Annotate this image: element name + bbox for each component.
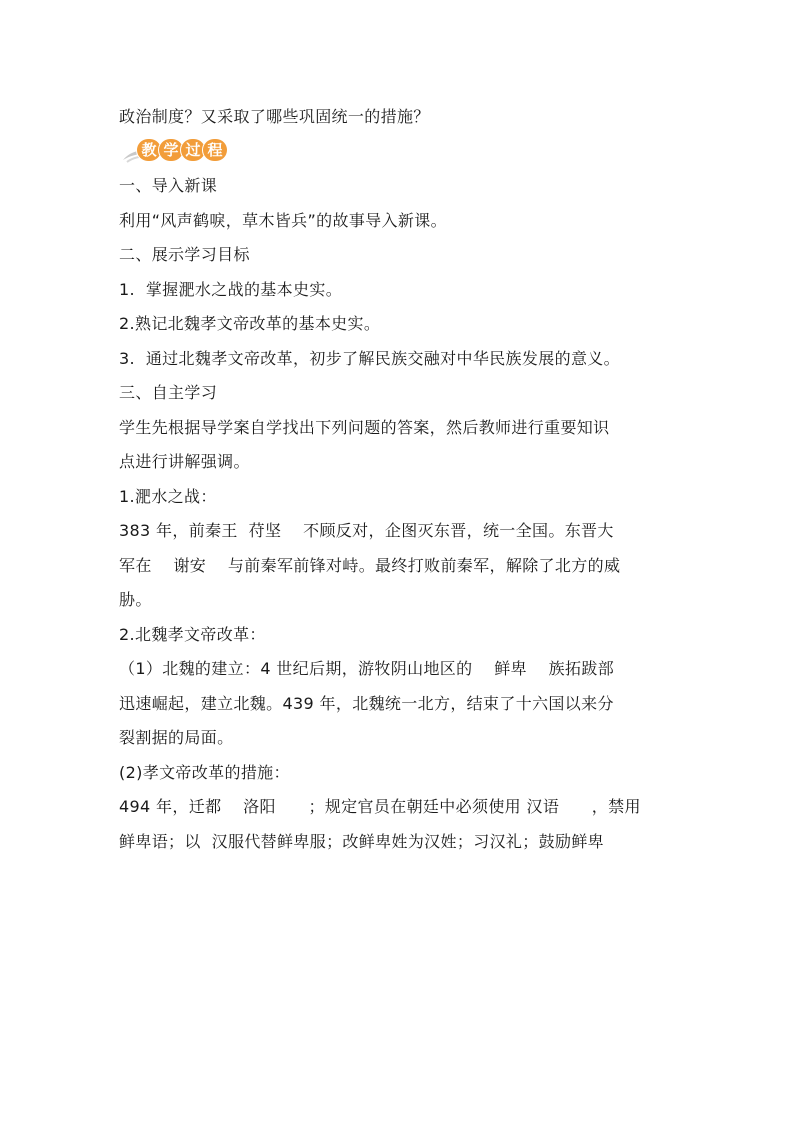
badge-char-1: 教 (137, 139, 161, 161)
text-line-reform-1: （1）北魏的建立：4 世纪后期，游牧阴山地区的 鲜卑 族拓跋部 (119, 659, 615, 678)
badge-char-3: 过 (181, 139, 205, 161)
section-badge-row (119, 135, 689, 170)
heading-self-study: 三、自主学习 (119, 383, 218, 402)
text-line-measures-1: 494 年，迁都 洛阳 ；规定官员在朝廷中必须使用 汉语 ，禁用 (119, 797, 641, 816)
text-line-feishui-2: 军在 谢安 与前秦军前锋对峙。最终打败前秦军，解除了北方的威 (119, 555, 621, 575)
teaching-process-badge (137, 139, 225, 161)
heading-intro: 一、导入新课 (119, 176, 218, 195)
badge-char-2: 学 (159, 139, 183, 161)
text-line-1: 政治制度？又采取了哪些巩固统一的措施？ (119, 107, 430, 126)
text-line-intro: 利用“风声鹤唳，草木皆兵”的故事导入新课。 (119, 210, 447, 230)
text-line-feishui-3: 胁。 (119, 590, 152, 609)
text-line-feishui-1: 383 年，前秦王 苻坚 不顾反对，企图灭东晋，统一全国。东晋大 (119, 521, 614, 540)
text-line-study-1: 学生先根据导学案自学找出下列问题的答案，然后教师进行重要知识 (119, 417, 610, 437)
heading-goals: 二、展示学习目标 (119, 245, 250, 264)
subheading-reform: 2.北魏孝文帝改革： (119, 624, 266, 644)
text-line-measures-2: 鲜卑语；以 汉服代替鲜卑服；改鲜卑姓为汉姓；习汉礼；鼓励鲜卑 (119, 831, 605, 851)
goal-item-3: 3. 通过北魏孝文帝改革，初步了解民族交融对中华民族发展的意义。 (119, 348, 620, 368)
text-line-reform-2: 迅速崛起，建立北魏。439 年，北魏统一北方，结束了十六国以来分 (119, 693, 614, 713)
subheading-feishui: 1.淝水之战： (119, 486, 217, 506)
text-line-study-2: 点进行讲解强调。 (119, 452, 250, 471)
subheading-measures: (2)孝文帝改革的措施： (119, 762, 290, 782)
badge-char-4: 程 (203, 139, 227, 161)
document-body (119, 100, 689, 859)
text-line-reform-3: 裂割据的局面。 (119, 728, 234, 747)
goal-item-2: 2.熟记北魏孝文帝改革的基本史实。 (119, 314, 381, 333)
goal-item-1: 1. 掌握淝水之战的基本史实。 (119, 279, 343, 299)
